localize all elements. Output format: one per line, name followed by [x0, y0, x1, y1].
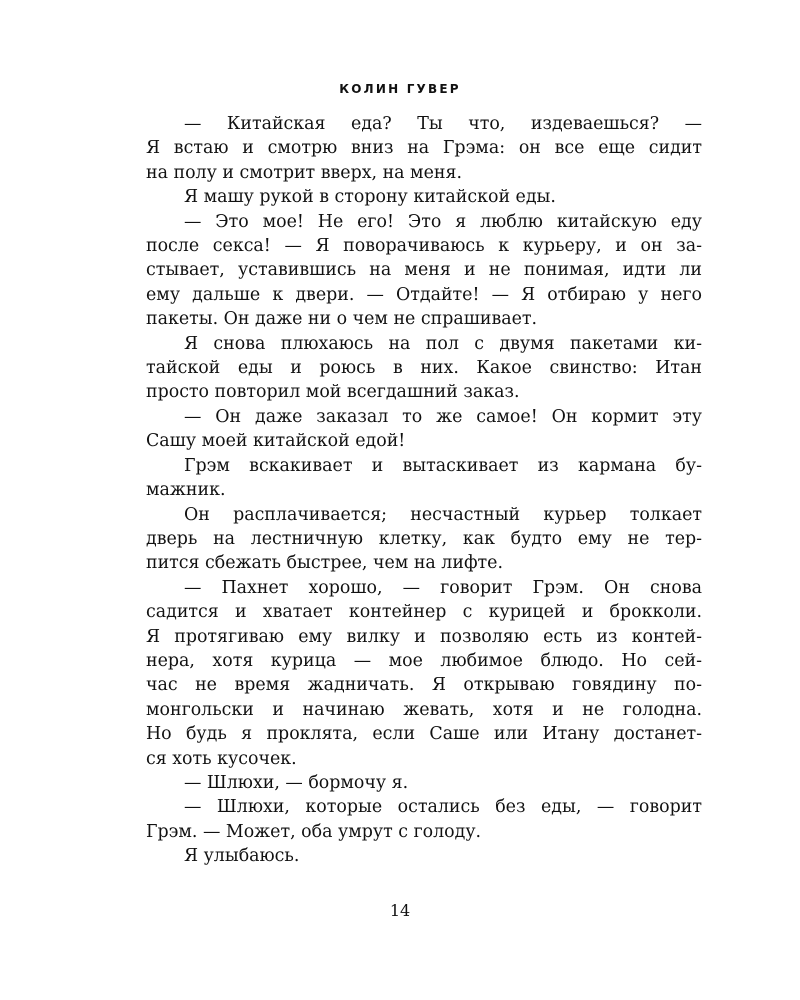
text-line: стывает, уставившись на меня и не понимая, идти ли	[146, 260, 702, 281]
text-line: — Это мое! Не его! Это я люблю китайскую еду	[184, 211, 702, 232]
text-line: Он расплачивается; несчастный курьер толкает	[184, 504, 702, 525]
text-line: — Шлюхи, которые остались без еды, — говорит	[184, 797, 702, 818]
text-line: пакеты. Он даже ни о чем не спрашивает.	[146, 309, 538, 330]
paragraph	[146, 185, 702, 209]
text-line: пится сбежать быстрее, чем на лифте.	[146, 553, 503, 574]
paragraph	[146, 795, 702, 844]
text-line: ся хоть кусочек.	[146, 748, 297, 769]
paragraph	[146, 576, 702, 771]
text-line: Сашу моей китайской едой!	[146, 431, 406, 452]
text-line: час не время жадничать. Я открываю говядину по-	[146, 675, 702, 696]
text-line: — Пахнет хорошо, — говорит Грэм. Он снова	[184, 577, 702, 598]
paragraph	[146, 112, 702, 185]
text-line: нера, хотя курица — мое любимое блюдо. Но сей-	[146, 650, 702, 671]
text-line: ему дальше к двери. — Отдайте! — Я отбираю у него	[146, 284, 702, 305]
text-line: Грэм вскакивает и вытаскивает из кармана бу-	[184, 455, 702, 476]
paragraph	[146, 844, 702, 868]
text-line: Грэм. — Может, оба умрут с голоду.	[146, 821, 482, 842]
text-line: монгольски и начинаю жевать, хотя и не голодна.	[146, 699, 702, 720]
paragraph	[146, 503, 702, 576]
text-line: — Шлюхи, — бормочу я.	[184, 772, 409, 793]
text-line: дверь на лестничную клетку, как будто ему не тер-	[146, 528, 702, 549]
text-line: Но будь я проклята, если Саше или Итану достанет-	[146, 724, 702, 745]
text-line: Я протягиваю ему вилку и позволяю есть из контей-	[146, 626, 702, 647]
paragraph	[146, 405, 702, 454]
text-line: мажник.	[146, 480, 226, 501]
text-line: садится и хватает контейнер с курицей и брокколи.	[146, 602, 702, 623]
paragraph	[146, 332, 702, 405]
text-line: — Китайская еда? Ты что, издеваешься? —	[184, 114, 702, 134]
text-line: просто повторил мой всегдашний заказ.	[146, 382, 520, 403]
text-line: после секса! — Я поворачиваюсь к курьеру, и он за-	[146, 236, 702, 257]
text-line: Я машу рукой в сторону китайской еды.	[184, 187, 556, 208]
text-line: Я снова плюхаюсь на пол с двумя пакетами ки-	[184, 333, 702, 354]
text-line: Я встаю и смотрю вниз на Грэма: он все еще сидит	[146, 138, 702, 159]
running-head-author: КОЛИН ГУВЕР	[339, 82, 461, 96]
text-line: на полу и смотрит вверх, на меня.	[146, 162, 462, 183]
paragraph	[146, 210, 702, 332]
paragraph	[146, 771, 702, 795]
text-line: Я улыбаюсь.	[184, 846, 300, 867]
text-line: — Он даже заказал то же самое! Он кормит эту	[184, 406, 702, 427]
body-text	[146, 112, 702, 869]
page-number: 14	[389, 901, 411, 920]
paragraph	[146, 454, 702, 503]
text-line: тайской еды и роюсь в них. Какое свинство: Итан	[146, 358, 702, 379]
